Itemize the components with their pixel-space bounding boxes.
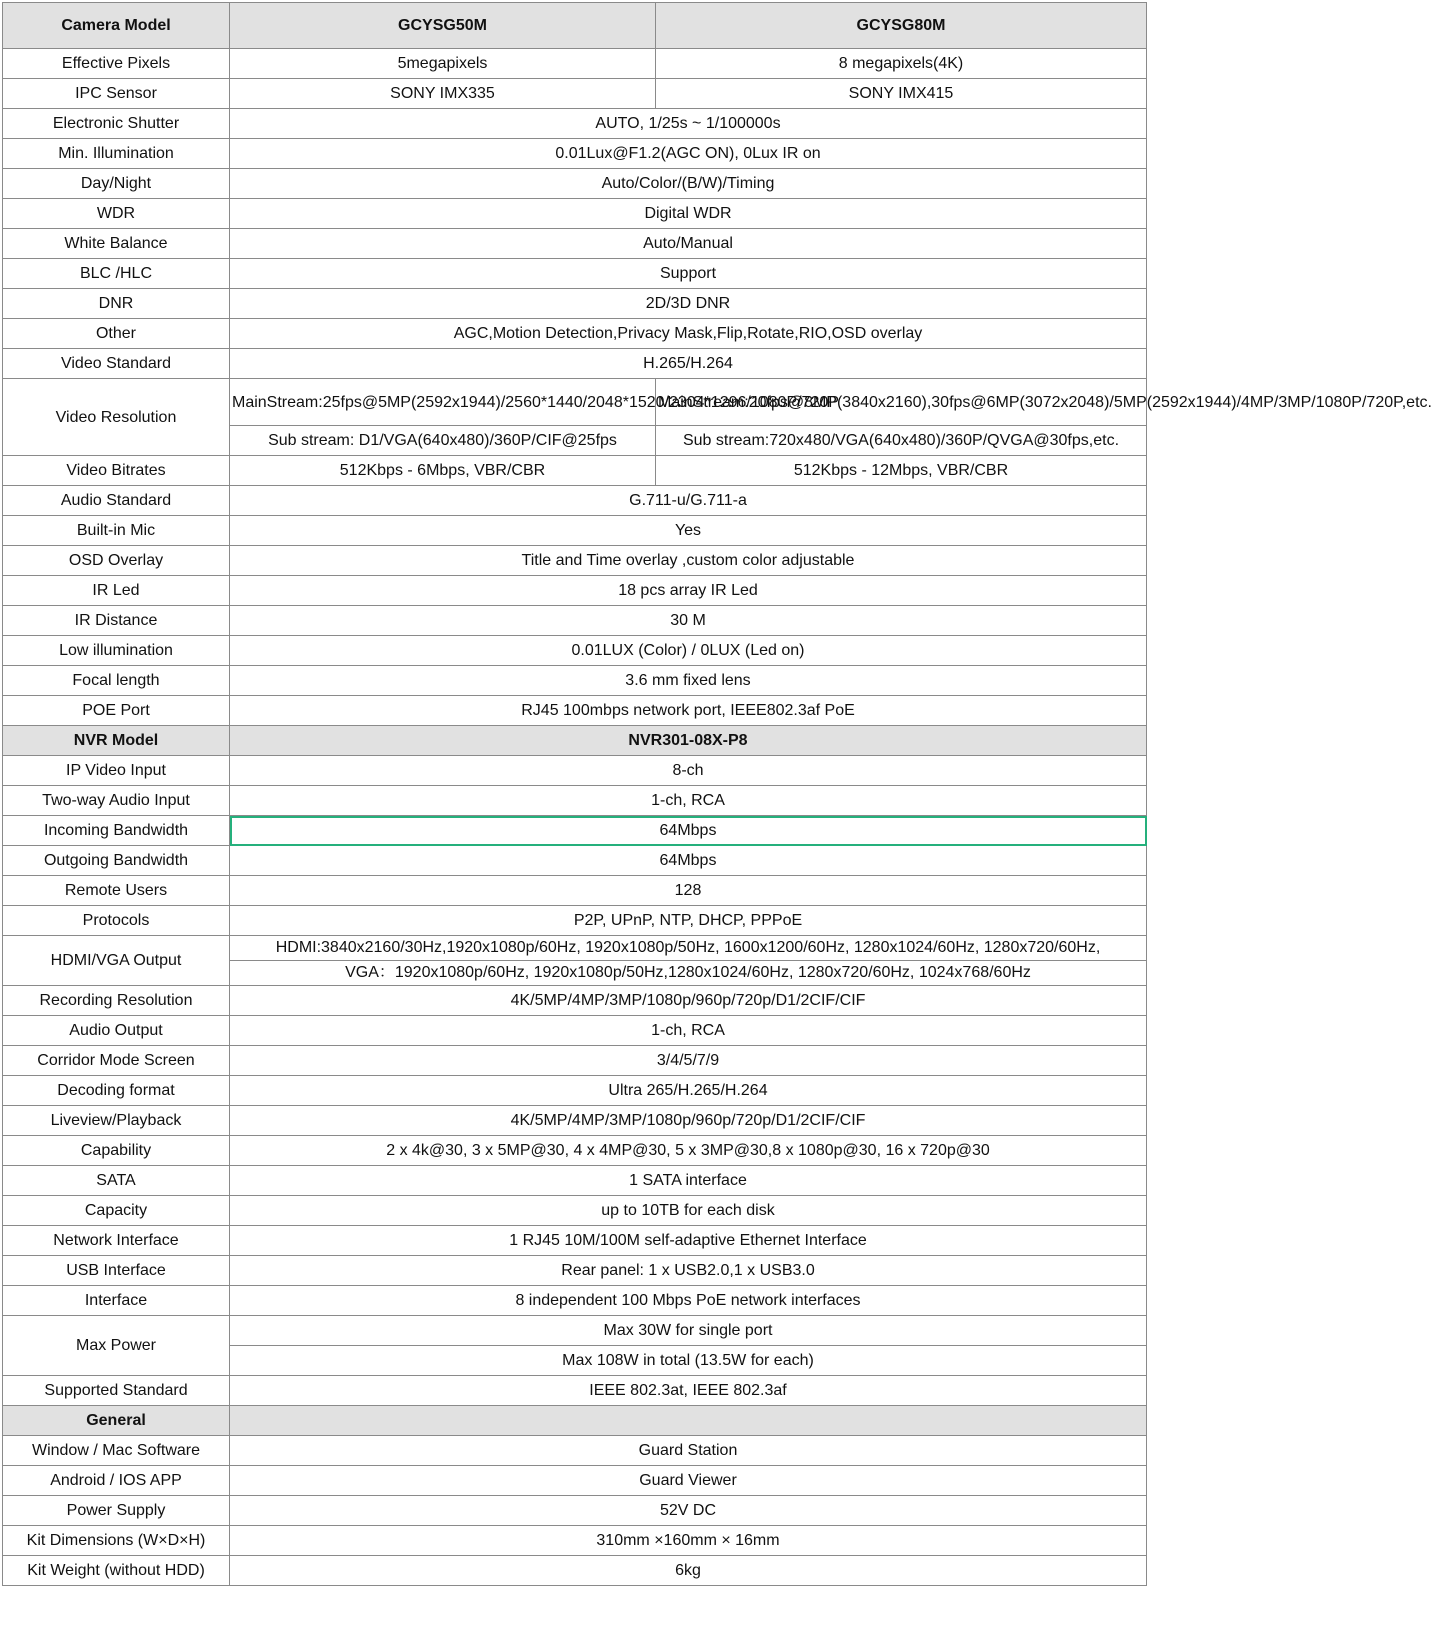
table-row <box>3 169 1147 199</box>
general-header-empty <box>230 1405 1147 1435</box>
row-label-min-illumination: Min. Illumination <box>3 139 230 169</box>
table-row <box>3 139 1147 169</box>
row-value: 8-ch <box>230 756 1147 786</box>
table-row <box>3 1375 1147 1405</box>
table-row <box>3 985 1147 1015</box>
video-resolution-main-col2: MainStream:20fps@8MP(3840x2160),30fps@6MP(3072x2048)/5MP(2592x1944)/4MP/3MP/1080P/720P,etc. <box>656 379 1147 426</box>
table-row <box>3 1435 1147 1465</box>
row-label-electronic-shutter: Electronic Shutter <box>3 109 230 139</box>
row-value: 4K/5MP/4MP/3MP/1080p/960p/720p/D1/2CIF/CIF <box>230 985 1147 1015</box>
row-value: 30 M <box>230 606 1147 636</box>
row-label-power-supply: Power Supply <box>3 1495 230 1525</box>
table-row <box>3 319 1147 349</box>
row-value-col2: 512Kbps - 12Mbps, VBR/CBR <box>656 456 1147 486</box>
table-row <box>3 756 1147 786</box>
row-label-supported-standard: Supported Standard <box>3 1375 230 1405</box>
row-value: Rear panel: 1 x USB2.0,1 x USB3.0 <box>230 1255 1147 1285</box>
row-label-effective-pixels: Effective Pixels <box>3 49 230 79</box>
row-label-low-illumination: Low illumination <box>3 636 230 666</box>
row-value: 18 pcs array IR Led <box>230 576 1147 606</box>
row-label-recording-resolution: Recording Resolution <box>3 985 230 1015</box>
camera-model-gcysg80m: GCYSG80M <box>656 3 1147 49</box>
row-label-incoming-bandwidth: Incoming Bandwidth <box>3 816 230 846</box>
row-label-ir-led: IR Led <box>3 576 230 606</box>
row-value-col2: SONY IMX415 <box>656 79 1147 109</box>
row-label-audio-standard: Audio Standard <box>3 486 230 516</box>
row-value: 64Mbps <box>230 816 1147 846</box>
row-label-dnr: DNR <box>3 289 230 319</box>
row-value: G.711-u/G.711-a <box>230 486 1147 516</box>
table-row <box>3 696 1147 726</box>
row-value: 3/4/5/7/9 <box>230 1045 1147 1075</box>
camera-header-row <box>3 3 1147 49</box>
row-value: 1 RJ45 10M/100M self-adaptive Ethernet Interface <box>230 1225 1147 1255</box>
row-value: AGC,Motion Detection,Privacy Mask,Flip,Rotate,RIO,OSD overlay <box>230 319 1147 349</box>
max-power-row-1 <box>3 1315 1147 1345</box>
spec-table-body <box>3 3 1432 1586</box>
row-value: Auto/Manual <box>230 229 1147 259</box>
row-label-blc-hlc: BLC /HLC <box>3 259 230 289</box>
table-row <box>3 349 1147 379</box>
row-value: 52V DC <box>230 1495 1147 1525</box>
row-label-network-interface: Network Interface <box>3 1225 230 1255</box>
row-label-white-balance: White Balance <box>3 229 230 259</box>
row-label-kit-weight-without-hdd: Kit Weight (without HDD) <box>3 1555 230 1585</box>
general-header-row <box>3 1405 1147 1435</box>
table-row <box>3 1105 1147 1135</box>
table-row <box>3 816 1147 846</box>
row-label-window-mac-software: Window / Mac Software <box>3 1435 230 1465</box>
table-row <box>3 546 1147 576</box>
row-value: P2P, UPnP, NTP, DHCP, PPPoE <box>230 906 1147 936</box>
table-row <box>3 199 1147 229</box>
row-value: 0.01LUX (Color) / 0LUX (Led on) <box>230 636 1147 666</box>
row-label-ir-distance: IR Distance <box>3 606 230 636</box>
row-label-focal-length: Focal length <box>3 666 230 696</box>
row-value: 2D/3D DNR <box>230 289 1147 319</box>
table-row <box>3 1525 1147 1555</box>
row-label-max-power: Max Power <box>3 1315 230 1375</box>
row-value: Digital WDR <box>230 199 1147 229</box>
row-value: 1-ch, RCA <box>230 786 1147 816</box>
table-row <box>3 846 1147 876</box>
table-row <box>3 636 1147 666</box>
nvr-model-value: NVR301-08X-P8 <box>230 726 1147 756</box>
spec-sheet <box>2 2 1432 1586</box>
row-label-corridor-mode-screen: Corridor Mode Screen <box>3 1045 230 1075</box>
row-label-liveview-playback: Liveview/Playback <box>3 1105 230 1135</box>
table-row <box>3 289 1147 319</box>
row-label-outgoing-bandwidth: Outgoing Bandwidth <box>3 846 230 876</box>
row-label-usb-interface: USB Interface <box>3 1255 230 1285</box>
row-value: H.265/H.264 <box>230 349 1147 379</box>
row-value: Guard Station <box>230 1435 1147 1465</box>
table-row <box>3 486 1147 516</box>
table-row <box>3 456 1147 486</box>
max-power-single-port: Max 30W for single port <box>230 1315 1147 1345</box>
table-row <box>3 1495 1147 1525</box>
row-value: Auto/Color/(B/W)/Timing <box>230 169 1147 199</box>
row-value-col2: 8 megapixels(4K) <box>656 49 1147 79</box>
table-row <box>3 876 1147 906</box>
row-label-video-resolution: Video Resolution <box>3 379 230 456</box>
row-value: 6kg <box>230 1555 1147 1585</box>
row-label-capacity: Capacity <box>3 1195 230 1225</box>
table-row <box>3 1045 1147 1075</box>
row-label-two-way-audio-input: Two-way Audio Input <box>3 786 230 816</box>
row-value: 0.01Lux@F1.2(AGC ON), 0Lux IR on <box>230 139 1147 169</box>
row-label-day-night: Day/Night <box>3 169 230 199</box>
row-value: 64Mbps <box>230 846 1147 876</box>
row-value: 4K/5MP/4MP/3MP/1080p/960p/720p/D1/2CIF/CIF <box>230 1105 1147 1135</box>
table-row <box>3 1135 1147 1165</box>
row-value: RJ45 100mbps network port, IEEE802.3af PoE <box>230 696 1147 726</box>
row-label-ip-video-input: IP Video Input <box>3 756 230 786</box>
row-label-kit-dimensions-w-d-h: Kit Dimensions (W×D×H) <box>3 1525 230 1555</box>
row-value: 1 SATA interface <box>230 1165 1147 1195</box>
max-power-total: Max 108W in total (13.5W for each) <box>230 1345 1147 1375</box>
spec-table <box>2 2 1432 1586</box>
row-label-interface: Interface <box>3 1285 230 1315</box>
camera-model-label: Camera Model <box>3 3 230 49</box>
video-resolution-sub-col2: Sub stream:720x480/VGA(640x480)/360P/QVGA@30fps,etc. <box>656 426 1147 456</box>
row-value: Guard Viewer <box>230 1465 1147 1495</box>
table-row <box>3 229 1147 259</box>
row-value-col1: 5megapixels <box>230 49 656 79</box>
nvr-header-row <box>3 726 1147 756</box>
row-label-ipc-sensor: IPC Sensor <box>3 79 230 109</box>
table-row <box>3 1195 1147 1225</box>
row-value-col1: SONY IMX335 <box>230 79 656 109</box>
row-label-audio-output: Audio Output <box>3 1015 230 1045</box>
table-row <box>3 109 1147 139</box>
row-label-video-bitrates: Video Bitrates <box>3 456 230 486</box>
general-label: General <box>3 1405 230 1435</box>
table-row <box>3 49 1147 79</box>
video-resolution-main-row <box>3 379 1147 426</box>
table-row <box>3 516 1147 546</box>
row-label-protocols: Protocols <box>3 906 230 936</box>
row-value: Support <box>230 259 1147 289</box>
row-value: 2 x 4k@30, 3 x 5MP@30, 4 x 4MP@30, 5 x 3MP@30,8 x 1080p@30, 16 x 720p@30 <box>230 1135 1147 1165</box>
row-label-android-ios-app: Android / IOS APP <box>3 1465 230 1495</box>
row-label-decoding-format: Decoding format <box>3 1075 230 1105</box>
table-row <box>3 1465 1147 1495</box>
row-value: 128 <box>230 876 1147 906</box>
row-value: Yes <box>230 516 1147 546</box>
table-row <box>3 1255 1147 1285</box>
video-resolution-main-col1: MainStream:25fps@5MP(2592x1944)/2560*1440/2048*1520/2304*1296/1080P/720P <box>230 379 656 426</box>
row-label-poe-port: POE Port <box>3 696 230 726</box>
row-value: IEEE 802.3at, IEEE 802.3af <box>230 1375 1147 1405</box>
row-label-video-standard: Video Standard <box>3 349 230 379</box>
table-row <box>3 1555 1147 1585</box>
table-row <box>3 906 1147 936</box>
table-row <box>3 576 1147 606</box>
table-row <box>3 259 1147 289</box>
table-row <box>3 1015 1147 1045</box>
row-value: Ultra 265/H.265/H.264 <box>230 1075 1147 1105</box>
table-row <box>3 786 1147 816</box>
table-row <box>3 1075 1147 1105</box>
video-resolution-sub-col1: Sub stream: D1/VGA(640x480)/360P/CIF@25fps <box>230 426 656 456</box>
row-label-other: Other <box>3 319 230 349</box>
row-value: 8 independent 100 Mbps PoE network interfaces <box>230 1285 1147 1315</box>
hdmi-row-1 <box>3 936 1147 961</box>
table-row <box>3 666 1147 696</box>
row-value: 310mm ×160mm × 16mm <box>230 1525 1147 1555</box>
hdmi-output-line: HDMI:3840x2160/30Hz,1920x1080p/60Hz, 1920x1080p/50Hz, 1600x1200/60Hz, 1280x1024/60Hz, 1280x720/60Hz, <box>230 936 1147 961</box>
camera-model-gcysg50m: GCYSG50M <box>230 3 656 49</box>
nvr-model-label: NVR Model <box>3 726 230 756</box>
vga-output-line: VGA：1920x1080p/60Hz, 1920x1080p/50Hz,1280x1024/60Hz, 1280x720/60Hz, 1024x768/60Hz <box>230 960 1147 985</box>
row-label-osd-overlay: OSD Overlay <box>3 546 230 576</box>
table-row <box>3 79 1147 109</box>
table-row <box>3 1285 1147 1315</box>
row-value-col1: 512Kbps - 6Mbps, VBR/CBR <box>230 456 656 486</box>
row-value: 3.6 mm fixed lens <box>230 666 1147 696</box>
row-label-wdr: WDR <box>3 199 230 229</box>
table-row <box>3 606 1147 636</box>
row-label-hdmi-vga-output: HDMI/VGA Output <box>3 936 230 986</box>
row-value: 1-ch, RCA <box>230 1015 1147 1045</box>
row-label-built-in-mic: Built-in Mic <box>3 516 230 546</box>
row-value: up to 10TB for each disk <box>230 1195 1147 1225</box>
row-label-remote-users: Remote Users <box>3 876 230 906</box>
row-label-sata: SATA <box>3 1165 230 1195</box>
table-row <box>3 1165 1147 1195</box>
row-value: AUTO, 1/25s ~ 1/100000s <box>230 109 1147 139</box>
row-label-capability: Capability <box>3 1135 230 1165</box>
row-value: Title and Time overlay ,custom color adjustable <box>230 546 1147 576</box>
table-row <box>3 1225 1147 1255</box>
